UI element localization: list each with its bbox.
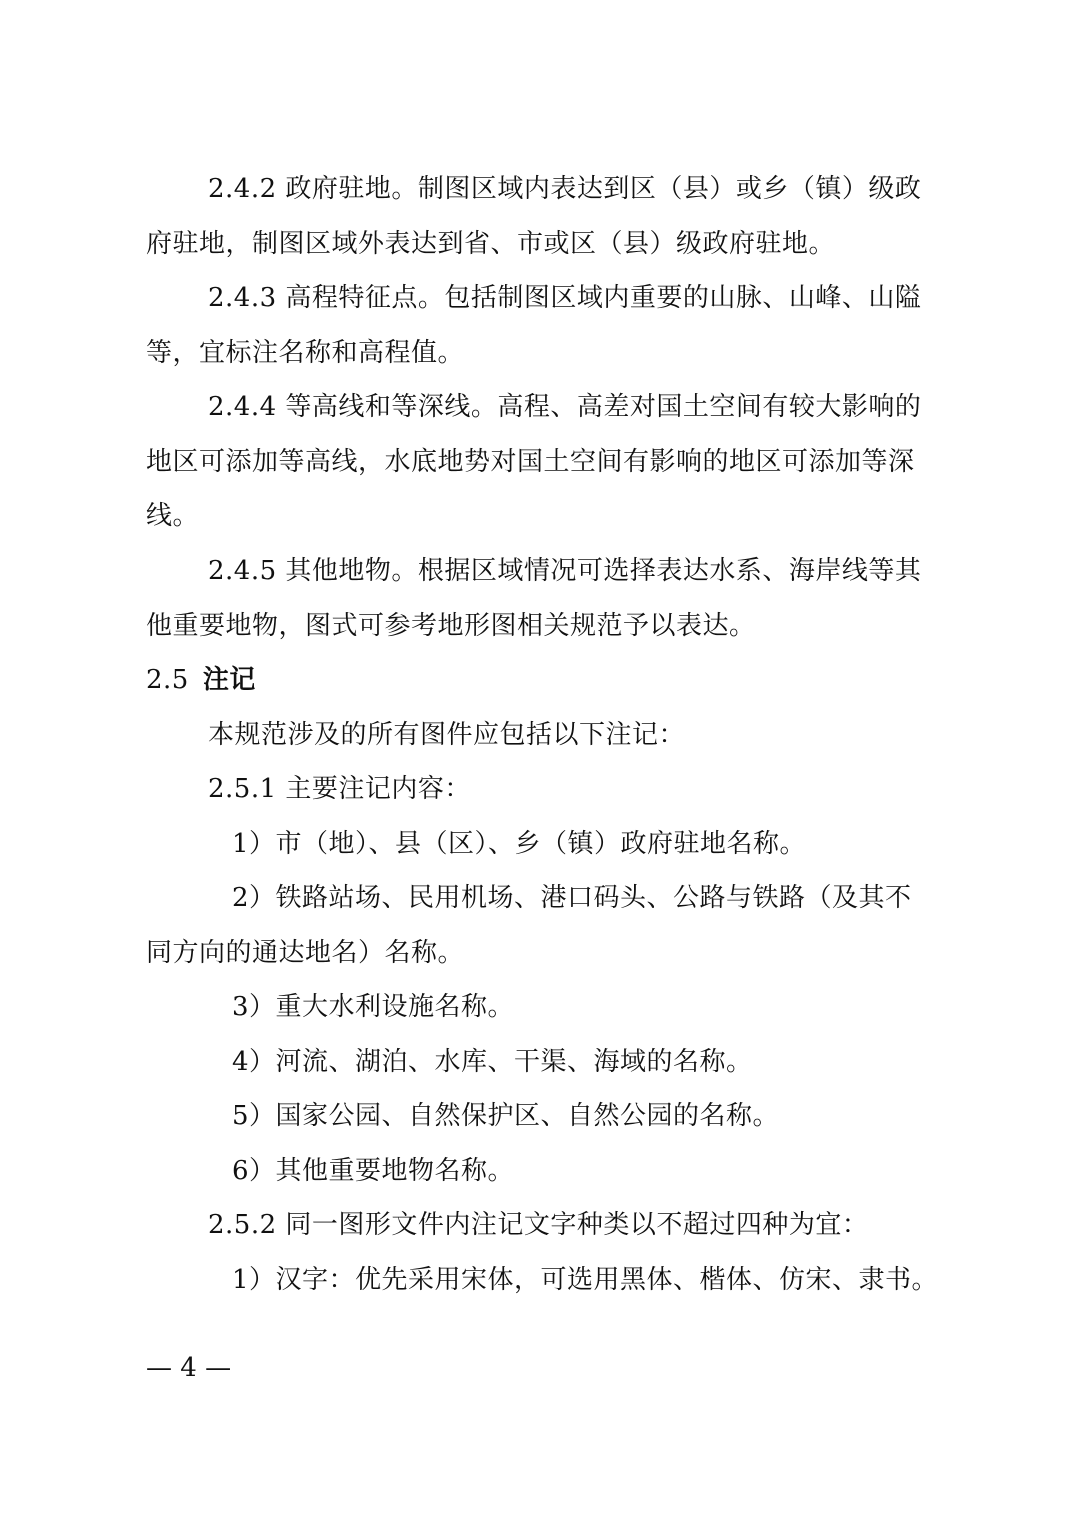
paragraph-2-4-4-line-2: 地区可添加等高线，水底地势对国土空间有影响的地区可添加等深 [146, 447, 915, 477]
list-item-5: 5）国家公园、自然保护区、自然公园的名称。 [232, 1101, 780, 1131]
section-number: 2.5 [146, 665, 189, 695]
paragraph-2-4-2-line-1: 2.4.2 政府驻地。制图区域内表达到区（县）或乡（镇）级政 [208, 174, 922, 204]
list-item-2-line-2: 同方向的通达地名）名称。 [146, 938, 465, 968]
paragraph-2-4-2-line-2: 府驻地，制图区域外表达到省、市或区（县）级政府驻地。 [146, 229, 836, 259]
list-item-2-line-1: 2）铁路站场、民用机场、港口码头、公路与铁路（及其不 [232, 883, 912, 913]
paragraph-2-5-2: 2.5.2 同一图形文件内注记文字种类以不超过四种为宜： [208, 1210, 869, 1240]
paragraph-2-4-5-line-1: 2.4.5 其他地物。根据区域情况可选择表达水系、海岸线等其 [208, 556, 922, 586]
list-item-4: 4）河流、湖泊、水库、干渠、海域的名称。 [232, 1047, 753, 1077]
list-item-1: 1）市（地）、县（区）、乡（镇）政府驻地名称。 [232, 829, 807, 859]
list-item-3: 3）重大水利设施名称。 [232, 992, 515, 1022]
paragraph-2-4-3-line-2: 等，宜标注名称和高程值。 [146, 338, 465, 368]
paragraph-2-4-4-line-3: 线。 [146, 501, 200, 531]
list-item-6: 6）其他重要地物名称。 [232, 1156, 515, 1186]
list-item-font-1: 1）汉字：优先采用宋体，可选用黑体、楷体、仿宋、隶书。 [232, 1265, 939, 1295]
paragraph-2-4-4-line-1: 2.4.4 等高线和等深线。高程、高差对国土空间有较大影响的 [208, 392, 922, 422]
section-title: 注记 [202, 665, 256, 695]
section-2-5-intro: 本规范涉及的所有图件应包括以下注记： [208, 720, 686, 750]
paragraph-2-5-1: 2.5.1 主要注记内容： [208, 774, 471, 804]
section-heading-2-5 [146, 664, 926, 696]
paragraph-2-4-5-line-2: 他重要地物，图式可参考地形图相关规范予以表达。 [146, 611, 756, 641]
page-number: — 4 — [146, 1353, 232, 1383]
paragraph-2-4-3-line-1: 2.4.3 高程特征点。包括制图区域内重要的山脉、山峰、山隘 [208, 283, 922, 313]
